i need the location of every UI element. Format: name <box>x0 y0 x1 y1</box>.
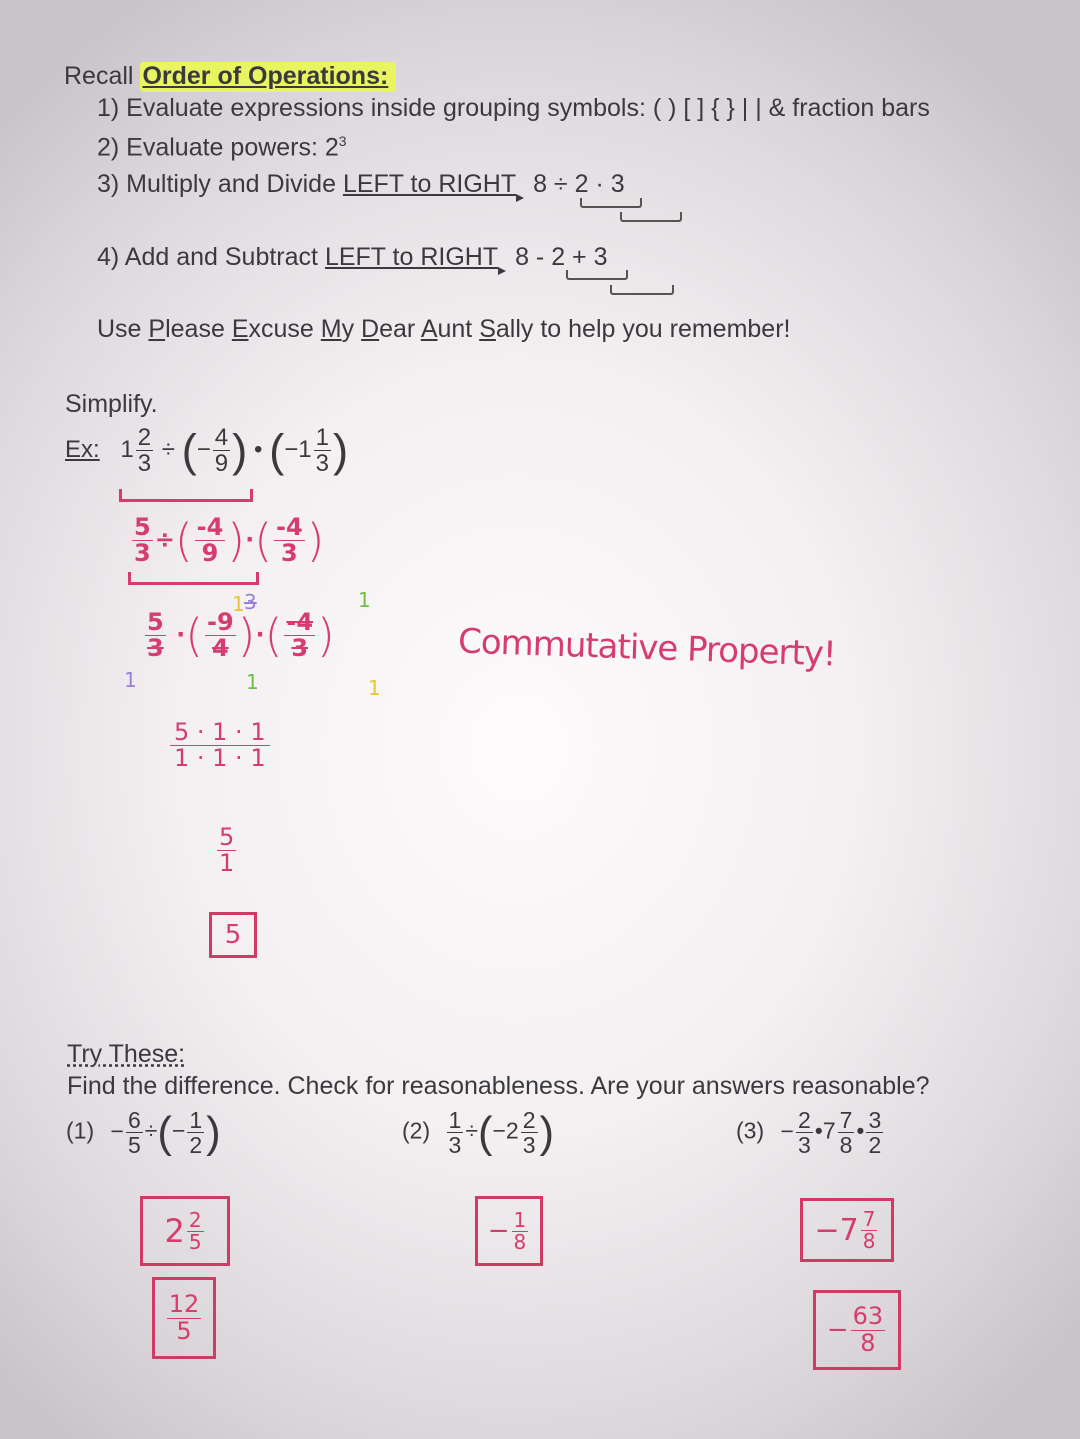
mnemonic-word <box>148 315 231 343</box>
rule-4-expression: 8 - 2 + 3 <box>515 243 608 271</box>
negative-sign: − <box>487 1216 510 1246</box>
simplify-heading: Simplify. <box>65 390 158 418</box>
fraction <box>866 1108 883 1157</box>
fraction <box>126 1108 143 1157</box>
rule-2-text: 2) Evaluate powers: 2 <box>97 133 339 162</box>
numerator: -4 <box>196 513 224 541</box>
numerator: 1 <box>315 424 330 451</box>
rule-3-left-to-right: LEFT to RIGHT <box>342 170 517 198</box>
fraction <box>274 515 305 566</box>
denominator: 8 <box>513 1229 527 1254</box>
denominator: 3 <box>522 1132 536 1159</box>
whole-number: −7 <box>814 1212 859 1248</box>
numerator: 1 <box>189 1107 203 1133</box>
numerator: 1 <box>448 1107 462 1133</box>
problem-1: (1) − $\frac{6}{5}$ ÷(− $\frac{1}{2}$ ) <box>66 1107 221 1159</box>
negative-sign: − <box>196 436 211 464</box>
denominator: 2 <box>868 1132 882 1159</box>
fraction <box>447 1108 464 1157</box>
whole-number: 1 <box>120 436 134 464</box>
cancel-mark: 1 <box>246 670 259 694</box>
rule-4-left-to-right: LEFT to RIGHT <box>324 243 499 271</box>
denominator: 3 <box>147 634 164 663</box>
numerator: 63 <box>852 1302 884 1331</box>
rule-2-exponent: 3 <box>338 133 347 149</box>
numerator: -4 <box>276 513 303 541</box>
divide-sign: ÷ <box>144 1117 158 1144</box>
pink-bracket <box>128 572 259 585</box>
rule-3-expression: 8 ÷ 2 · 3 <box>533 170 625 198</box>
fraction <box>132 515 153 566</box>
denominator: 9 <box>201 539 219 568</box>
numerator: 2 <box>188 1207 202 1232</box>
cancel-mark: 1 <box>232 592 245 616</box>
order-of-operations-title: Order of Operations: <box>140 62 396 92</box>
rule-4-text: 4) Add and Subtract <box>97 243 325 271</box>
rule-3-text: 3) Multiply and Divide <box>97 170 343 198</box>
numerator: 3 <box>868 1107 882 1133</box>
denominator: 4 <box>211 634 229 663</box>
work-step-2: $\frac{5}{3}$ ·( $\frac{-9}{4}$ )·( $\frac{-4}{3}$ ) <box>147 608 335 663</box>
mnemonic-word <box>479 315 533 343</box>
multiply-dot: • <box>814 1117 823 1144</box>
numerator: 7 <box>862 1206 876 1231</box>
bracket-plus-3 <box>610 285 674 295</box>
mnemonic-rest: ally <box>495 315 534 343</box>
rule-4 <box>97 243 608 272</box>
fraction <box>187 1207 204 1254</box>
answer-1-improper <box>152 1277 216 1359</box>
numerator: 5 <box>134 513 151 541</box>
denominator: 3 <box>797 1132 811 1159</box>
denominator: 5 <box>176 1316 192 1345</box>
denominator: 9 <box>214 450 229 478</box>
fraction <box>213 425 230 476</box>
multiply-dot: · <box>245 525 255 554</box>
fraction <box>187 1108 204 1157</box>
denominator: 1 <box>219 849 235 878</box>
mnemonic-initial: M <box>320 315 342 343</box>
problem-2: (2) $\frac{1}{3}$ ÷(−2 $\frac{2}{3}$ ) <box>402 1107 555 1159</box>
fraction <box>284 610 315 661</box>
fraction <box>521 1108 538 1157</box>
rule-1: 1) Evaluate expressions inside grouping symbols: ( ) [ ] { } | | & fraction bars <box>97 94 930 122</box>
recall-heading <box>64 62 396 91</box>
problem-label: (1) <box>66 1117 95 1144</box>
cancel-mark: 1 <box>358 588 371 612</box>
whole-number: −1 <box>284 436 312 464</box>
numerator: 5 <box>147 608 164 636</box>
denominator: 3 <box>134 539 151 568</box>
mnemonic-initial: S <box>479 315 496 343</box>
mnemonic-tail: to help you remember! <box>533 315 791 343</box>
denominator: 3 <box>448 1132 462 1159</box>
numerator: 6 <box>127 1107 141 1133</box>
recall-label: Recall <box>64 62 134 90</box>
mnemonic-rest: lease <box>165 315 232 343</box>
whole-number: 2 <box>164 1212 185 1250</box>
divide-sign: ÷ <box>161 436 175 464</box>
denominator: 3 <box>315 450 330 478</box>
fraction <box>145 610 166 661</box>
numerator: 7 <box>839 1107 853 1133</box>
divide-sign: ÷ <box>154 525 175 554</box>
multiply-dot: • <box>856 1117 865 1144</box>
rule-2 <box>97 133 347 162</box>
negative-sign: − <box>110 1117 124 1144</box>
bracket-8-div-2 <box>580 198 642 208</box>
work-step-4 <box>215 825 238 876</box>
fraction <box>217 825 236 876</box>
multiply-dot: · <box>176 620 186 649</box>
fraction <box>851 1304 886 1355</box>
bracket-8-minus-2 <box>566 270 628 280</box>
cancel-mark: 1 <box>124 668 137 692</box>
commutative-property-note: Commutative Property! <box>457 621 837 675</box>
answer-3-mixed <box>800 1198 894 1262</box>
mnemonic-use: Use <box>97 315 149 343</box>
mnemonic-word <box>232 315 321 343</box>
mnemonic-word <box>361 315 421 343</box>
numerator: 1 <box>513 1207 527 1232</box>
numerator: 5 <box>219 823 235 851</box>
mnemonic-initial: P <box>148 315 166 343</box>
cancel-mark: 1 <box>368 676 381 700</box>
mnemonic-initial: A <box>420 315 438 343</box>
problem-label: (2) <box>402 1117 431 1144</box>
mnemonic-word <box>321 315 361 343</box>
denominator: 5 <box>127 1132 141 1159</box>
mnemonic-rest: unt <box>437 315 480 343</box>
fraction <box>796 1108 813 1157</box>
negative-sign: − <box>171 1117 186 1144</box>
work-step-3 <box>168 720 272 771</box>
fraction <box>167 1292 202 1343</box>
fraction <box>136 425 153 476</box>
fraction <box>195 515 226 566</box>
denominator: 3 <box>137 450 152 478</box>
mnemonic-rest: xcuse <box>248 315 321 343</box>
divide-sign: ÷ <box>465 1117 478 1144</box>
answer-3-improper <box>813 1290 901 1370</box>
denominator: 8 <box>862 1228 876 1253</box>
numerator: 2 <box>797 1107 811 1133</box>
answer-2 <box>475 1196 543 1266</box>
try-instructions: Find the difference. Check for reasonableness. Are your answers reasonable? <box>67 1072 930 1100</box>
work-step-1: $\frac{5}{3}$ ÷( $\frac{-4}{9}$ )·( $\frac{-4}{3}$ ) <box>134 513 325 568</box>
example-label: Ex: <box>65 436 100 464</box>
numerator: 2 <box>137 424 152 451</box>
negative-sign: − <box>826 1315 849 1345</box>
bracket-times-3 <box>620 212 682 222</box>
example-problem: Ex: 1 $\frac{2}{3}$ ÷ (− $\frac{4}{9}$ ) • (−1 $\frac{1}{3}$ ) <box>65 424 349 478</box>
answer-1-mixed <box>140 1196 230 1266</box>
fraction <box>314 425 331 476</box>
pemdas-mnemonic <box>97 315 790 344</box>
mnemonic-initial: D <box>361 315 380 343</box>
fraction <box>861 1206 878 1253</box>
whole-number: 7 <box>822 1117 836 1144</box>
denominator: 3 <box>291 634 309 663</box>
example-answer-box: 5 <box>209 912 257 958</box>
problem-3 <box>736 1108 885 1157</box>
denominator: 3 <box>280 539 298 568</box>
multiply-dot: · <box>255 620 265 649</box>
denominator: 5 <box>188 1229 202 1254</box>
numerator: -4 <box>286 608 314 636</box>
fraction <box>838 1108 855 1157</box>
multiply-dot: • <box>254 436 263 464</box>
fraction <box>170 720 270 771</box>
try-these-heading: Try These: <box>67 1040 186 1068</box>
whole-number: −2 <box>492 1117 519 1144</box>
denominator: 8 <box>860 1328 876 1357</box>
numerator: 5 · 1 · 1 <box>170 720 270 746</box>
numerator: -9 <box>206 608 234 636</box>
denominator: 2 <box>189 1132 203 1159</box>
numerator: 4 <box>214 424 229 451</box>
fraction <box>205 610 236 661</box>
cancel-mark: 3 <box>244 590 257 614</box>
fraction <box>512 1207 529 1254</box>
numerator: 12 <box>168 1290 200 1319</box>
mnemonic-rest: y <box>341 315 362 343</box>
denominator: 1 · 1 · 1 <box>174 744 266 773</box>
denominator: 8 <box>839 1132 853 1159</box>
mnemonic-word <box>421 315 479 343</box>
problem-label: (3) <box>736 1117 765 1144</box>
pink-bracket <box>119 489 253 502</box>
numerator: 2 <box>522 1107 536 1133</box>
mnemonic-initial: E <box>231 315 249 343</box>
mnemonic-rest: ear <box>379 315 421 343</box>
rule-3 <box>97 170 625 199</box>
negative-sign: − <box>780 1117 794 1144</box>
